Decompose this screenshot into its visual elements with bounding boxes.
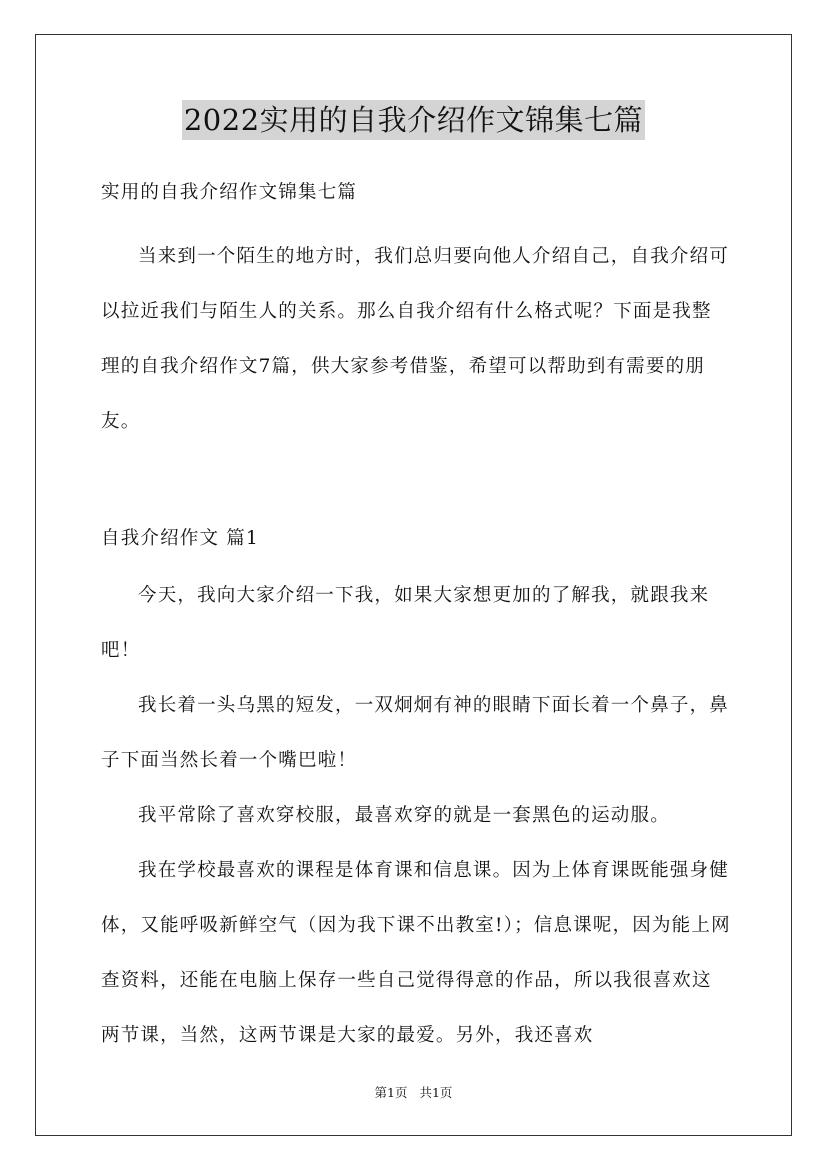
document-subtitle: 实用的自我介绍作文锦集七篇 bbox=[101, 182, 358, 203]
body-paragraph: 我平常除了喜欢穿校服，最喜欢穿的就是一套黑色的运动服。 bbox=[138, 805, 670, 826]
body-paragraph: 我长着一头乌黑的短发，一双炯炯有神的眼睛下面长着一个鼻子，鼻子下面当然长着一个嘴巴啦！ bbox=[101, 695, 730, 771]
body-paragraph: 今天，我向大家介绍一下我，如果大家想更加的了解我，就跟我来吧！ bbox=[101, 585, 710, 661]
document-body bbox=[101, 172, 731, 1063]
body-paragraph: 我在学校最喜欢的课程是体育课和信息课。因为上体育课既能强身健体，又能呼吸新鲜空气（因为我下课不出教室!）；信息课呢，因为能上网查资料，还能在电脑上保存一些自己觉得得意的作品，所以我很喜欢这两节课，当然，这两节课是大家的最爱。另外，我还喜欢 bbox=[101, 860, 731, 1046]
section-heading: 自我介绍作文 篇1 bbox=[101, 528, 259, 549]
page-footer bbox=[0, 1083, 827, 1101]
page-total: 共1页 bbox=[419, 1085, 453, 1100]
intro-paragraph: 当来到一个陌生的地方时，我们总归要向他人介绍自己，自我介绍可以拉近我们与陌生人的关系。那么自我介绍有什么格式呢？下面是我整理的自我介绍作文7篇，供大家参考借鉴，希望可以帮助到有需要的朋友。 bbox=[101, 246, 730, 432]
title-area bbox=[0, 100, 827, 140]
document-title: 2022实用的自我介绍作文锦集七篇 bbox=[182, 100, 645, 140]
page-number: 第1页 bbox=[374, 1085, 408, 1100]
